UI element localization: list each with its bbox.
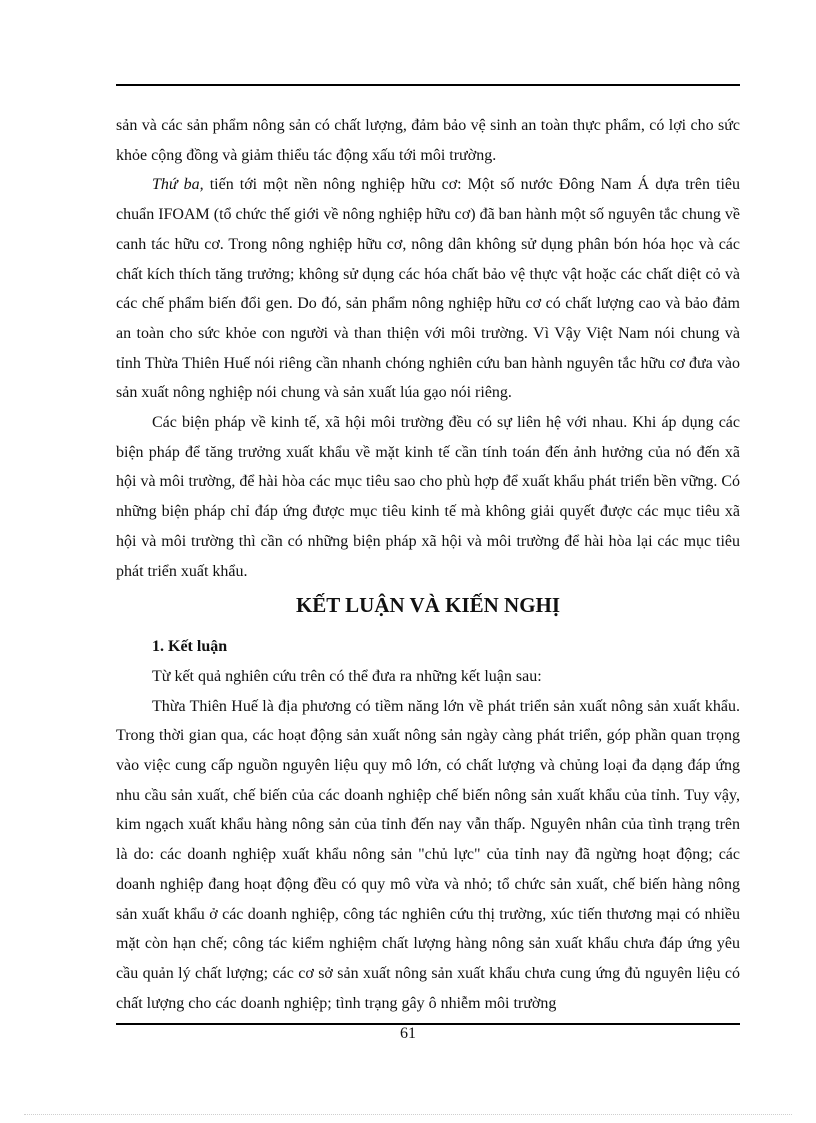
subsection-title: 1. Kết luận: [152, 638, 228, 656]
paragraph-text: sản và các sản phẩm nông sản có chất lượng, đảm bảo vệ sinh an toàn thực phẩm, có lợi cho sức khỏe cộng đồng và giảm thiểu tác động xấu tới môi trường.: [116, 117, 740, 164]
paragraph-continued: [116, 111, 740, 170]
paragraph-text: Thừa Thiên Huế là địa phương có tiềm năng lớn về phát triển sản xuất nông sản xuất khẩu. Trong thời gian qua, các hoạt động sản xuất nông sản ngày càng phát triển, góp phần quan trọng vào việc cung cấp nguồn nguyên liệu quy mô lớn, có chất lượng và chủng loại đa dạng đáp ứng nhu cầu sản xuất, chế biến của các doanh nghiệp chế biến nông sản xuất khẩu của tỉnh. Tuy vậy, kim ngạch xuất khẩu hàng nông sản của tỉnh đến nay vẫn thấp. Nguyên nhân của tình trạng trên là do: các doanh nghiệp xuất khẩu nông sản "chủ lực" của tỉnh nay đã ngừng hoạt động; các doanh nghiệp đang hoạt động đều có quy mô vừa và nhỏ; tổ chức sản xuất, chế biến hàng nông sản xuất khẩu ở các doanh nghiệp, công tác nghiên cứu thị trường, xúc tiến thương mại có nhiều mặt còn hạn chế; công tác kiểm nghiệm chất lượng hàng nông sản xuất khẩu chưa đáp ứng yêu cầu quản lý chất lượng; các cơ sở sản xuất nông sản xuất khẩu chưa cung ứng đủ nguyên liệu có chất lượng cho các doanh nghiệp; tình trạng gây ô nhiễm môi trường: [116, 697, 740, 1012]
paragraph-text: Từ kết quả nghiên cứu trên có thể đưa ra những kết luận sau:: [152, 667, 542, 685]
header-rule: [116, 84, 740, 86]
paragraph-text: Các biện pháp về kinh tế, xã hội môi trường đều có sự liên hệ với nhau. Khi áp dụng các biện pháp để tăng trưởng xuất khẩu về mặt kinh tế cần tính toán đến ảnh hưởng của nó đến xã hội và môi trường, để hài hòa các mục tiêu sao cho phù hợp để xuất khẩu phát triển bền vững. Có những biện pháp chỉ đáp ứng được mục tiêu kinh tế mà không giải quyết được các mục tiêu xã hội và môi trường thì cần có những biện pháp xã hội và môi trường để hài hòa lại các mục tiêu phát triển xuất khẩu.: [116, 414, 740, 580]
paragraph-text: tiến tới một nền nông nghiệp hữu cơ: Một số nước Đông Nam Á dựa trên tiêu chuẩn IFOAM (tổ chức thế giới về nông nghiệp hữu cơ) đã ban hành một số nguyên tắc chung về canh tác hữu cơ. Trong nông nghiệp hữu cơ, nông dân không sử dụng phân bón hóa học và các chất kích thích tăng trưởng; không sử dụng các hóa chất bảo vệ thực vật hoặc các chất diệt cỏ và các chế phẩm biến đổi gen. Do đó, sản phẩm nông nghiệp hữu cơ có chất lượng cao và bảo đảm an toàn cho sức khỏe con người và than thiện với môi trường. Vì Vậy Việt Nam nói chung và tỉnh Thừa Thiên Huế nói riêng cần nhanh chóng nghiên cứu ban hành nguyên tắc hữu cơ đưa vào sản xuất nông nghiệp nói chung và sản xuất lúa gạo nói riêng.: [116, 176, 741, 402]
paragraph-conclusion-body: [116, 692, 740, 1019]
paragraph-lead-italic: Thứ ba,: [152, 176, 204, 194]
page-number: 61: [400, 1025, 416, 1042]
section-title: KẾT LUẬN VÀ KIẾN NGHỊ: [295, 593, 561, 618]
paragraph-intro: [116, 662, 740, 692]
paragraph-bien-phap: [116, 408, 740, 586]
page-body: [116, 111, 740, 1018]
page-edge-dotted-line: [24, 1114, 792, 1115]
paragraph-thu-ba: [116, 170, 740, 408]
